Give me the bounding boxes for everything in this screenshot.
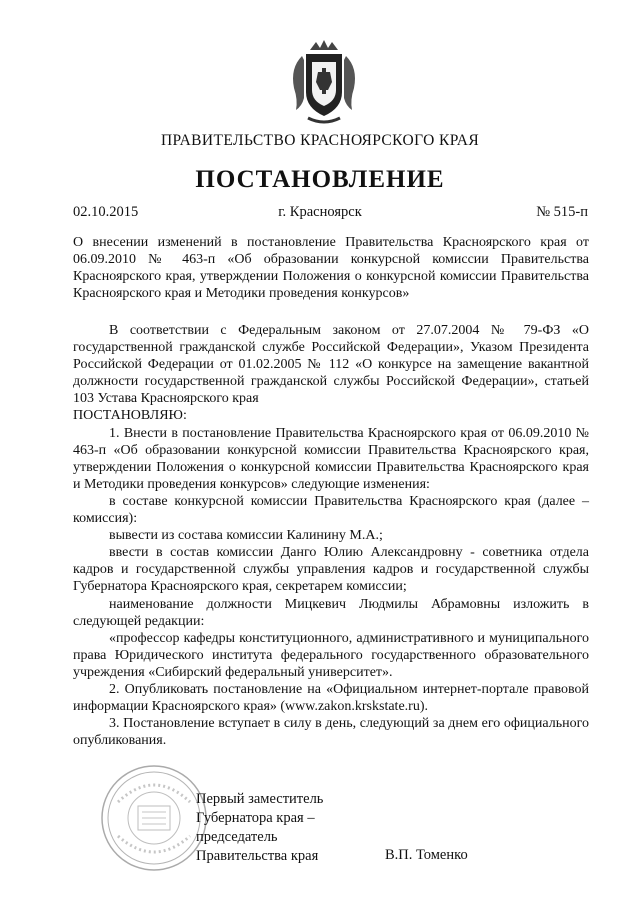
remove-member-paragraph: вывести из состава комиссии Калинину М.А.; [109,528,383,544]
document-city: г. Красноярск [278,204,362,220]
document-body [73,322,589,749]
document-title: О внесении изменений в постановление Правительства Красноярского края от 06.09.2010 № 463-п «Об образовании конкурсной комиссии Правительства Красноярского края, утверждении Положения о конкурсной комиссии Правительства Красноярского края и Методики проведения конкурсов» [73,235,589,301]
quoted-position-paragraph: «профессор кафедры конституционного, административного и муниципального права Юридического института федерального государственного образовательного учреждения «Сибирский федеральный университет». [73,630,589,680]
item-3-paragraph: 3. Постановление вступает в силу в день, следующий за днем его официального опубликования. [73,716,589,749]
item-1-paragraph: 1. Внести в постановление Правительства Красноярского края от 06.09.2010 № 463-п «Об образовании конкурсной комиссии Правительства Красноярского края, утверждении Положения о конкурсной комиссии Правительства Красноярского края и Методики проведения конкурсов» следующие изменения: [73,425,589,492]
signatory-title-line-3: председатель [196,829,278,845]
coat-of-arms-icon [288,38,360,126]
organization-header: ПРАВИТЕЛЬСТВО КРАСНОЯРСКОГО КРАЯ [160,132,480,149]
add-member-paragraph: ввести в состав комиссии Данго Юлию Александровну - советника отдела кадров и государственной службы управления кадров и государственной службы Губернатора Красноярского края, секретарем комиссии; [73,545,589,595]
official-seal-icon [98,762,210,874]
item-1-subparagraph: в составе конкурсной комиссии Правительства Красноярского края (далее – комиссия): [73,493,589,527]
document-type-title: ПОСТАНОВЛЕНИЕ [195,166,445,193]
signatory-title-line-2: Губернатора края – [196,810,315,826]
item-2-paragraph: 2. Опубликовать постановление на «Официальном интернет-портале правовой информации Красноярского края» (www.zakon.krskstate.ru). [73,681,589,715]
rename-position-paragraph: наименование должности Мицкевич Людмилы Абрамовны изложить в следующей редакции: [73,596,589,629]
document-date: 02.10.2015 [73,204,139,220]
signature-block [196,790,323,866]
decree-word: ПОСТАНОВЛЯЮ: [73,408,187,424]
signatory-name: В.П. Томенко [385,847,468,863]
document-number: № 515-п [536,204,588,220]
signatory-title-line-4: Правительства края [196,848,319,864]
preamble-paragraph: В соответствии с Федеральным законом от 27.07.2004 № 79-ФЗ «О государственной гражданской службе Российской Федерации», Указом Президента Российской Федерации от 01.02.2005 № 112 «О конкурсе на замещение вакантной должности государственной гражданской службы Российской Федерации», статьей 103 Устава Красноярского края [73,323,589,407]
signatory-title-line-1: Первый заместитель [196,791,324,807]
